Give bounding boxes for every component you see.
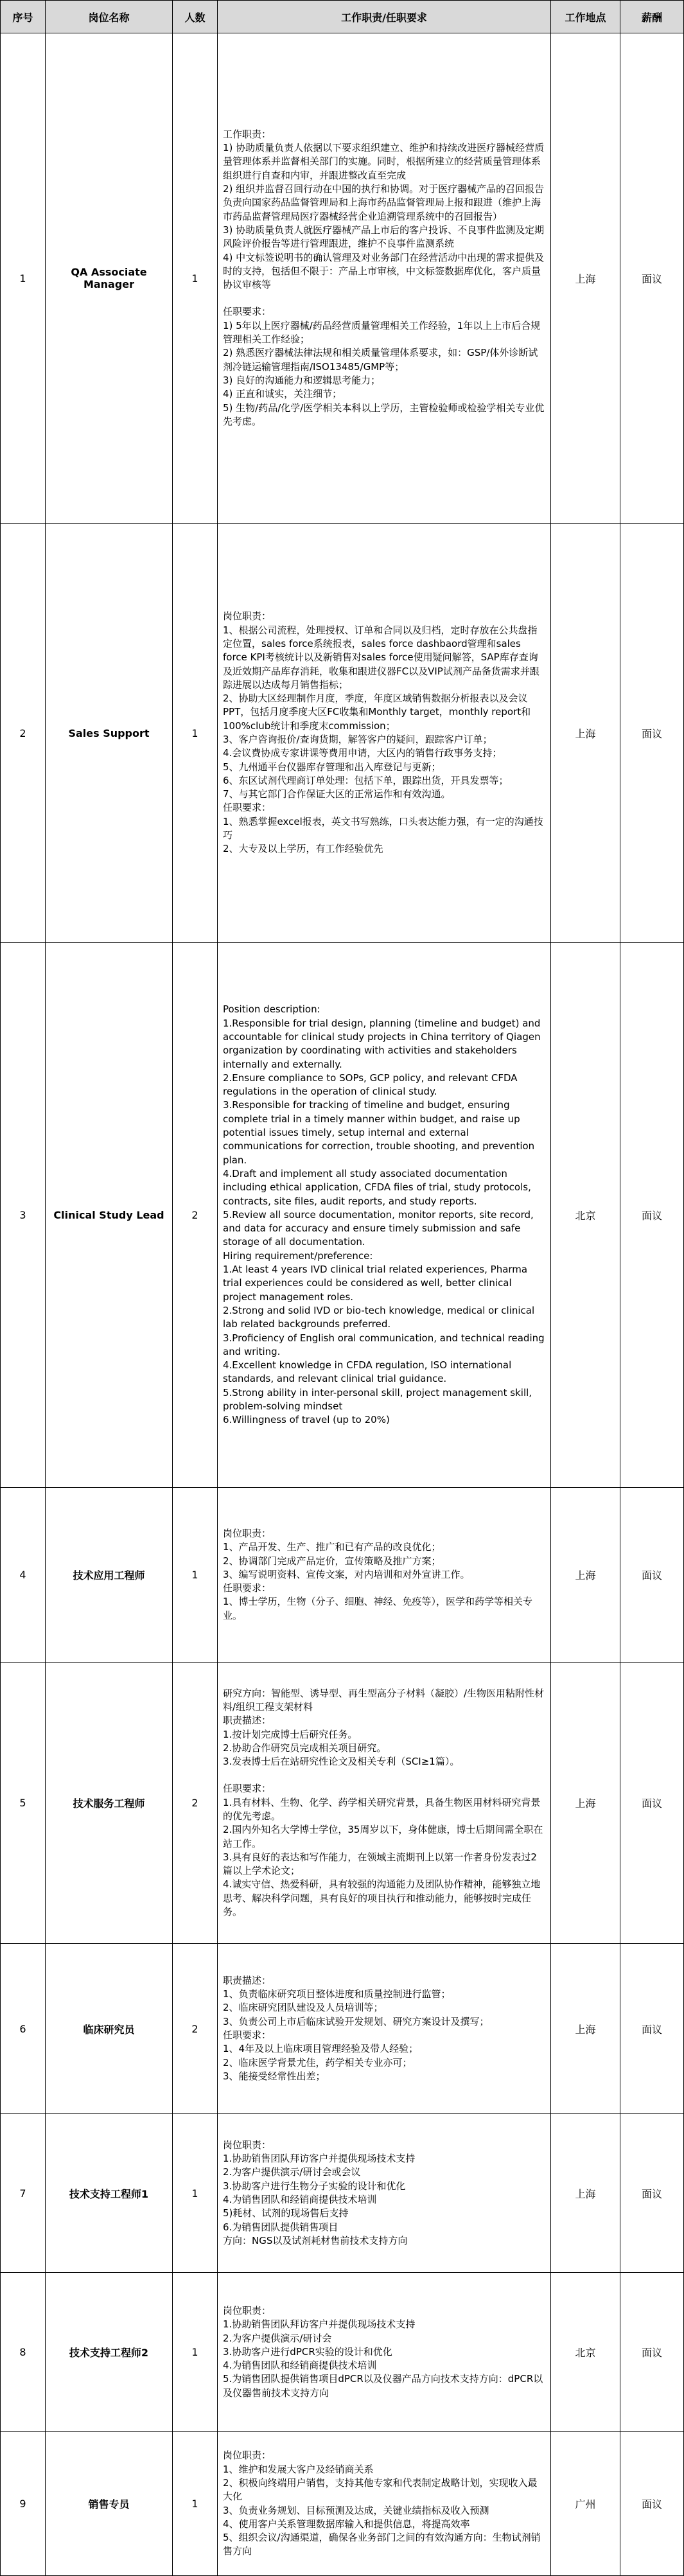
duty-line: 7、与其它部门合作保证大区的正常运作和有效沟通。 bbox=[223, 788, 451, 800]
duty-line: 3、负责公司上市后临床试验开发规划、研究方案设计及撰写； bbox=[223, 2015, 489, 2027]
work-location: 上海 bbox=[551, 1488, 620, 1663]
duty-line: 3.发表博士后在站研究性论文及相关专利（SCI≥1篇）。 bbox=[223, 1756, 460, 1768]
headcount: 2 bbox=[173, 1663, 218, 1944]
duty-line: 3.协助客户进行生物分子实验的设计和优化 bbox=[223, 2180, 406, 2192]
header-no: 序号 bbox=[1, 1, 46, 33]
row-number: 7 bbox=[1, 2114, 46, 2273]
position-name: Clinical Study Lead bbox=[46, 943, 173, 1488]
duty-line: 4) 正直和诚实，关注细节； bbox=[223, 388, 342, 400]
duty-line: 3.Proficiency of English oral communication, and technical reading and writing. bbox=[223, 1332, 548, 1357]
work-location: 上海 bbox=[551, 1663, 620, 1944]
headcount: 2 bbox=[173, 1944, 218, 2114]
header-count: 人数 bbox=[173, 1, 218, 33]
duty-line: 5、组织会议/沟通渠道，确保各业务部门之间的有效沟通方向：生物试剂销售方向 bbox=[223, 2532, 541, 2557]
duty-line: 3) 协助质量负责人就医疗器械产品上市后的客户投诉、不良事件监测及定期风险评价报告等进行管理跟进，维护不良事件监测系统 bbox=[223, 224, 545, 250]
duty-line: 2、大专及以上学历，有工作经验优先 bbox=[223, 843, 383, 855]
duty-line: 4.为销售团队和经销商提供技术培训 bbox=[223, 2194, 377, 2205]
position-name: 技术服务工程师 bbox=[46, 1663, 173, 1944]
duty-line: 2.为客户提供演示/研讨会 bbox=[223, 2332, 332, 2344]
duty-line: 研究方向：智能型、诱导型、再生型高分子材料（凝胶）/生物医用粘附性材料/组织工程支架材料 bbox=[223, 1687, 545, 1713]
duty-line: 4.Excellent knowledge in CFDA regulation, ISO international standards, and relevant clinical trial guidance. bbox=[223, 1359, 515, 1385]
headcount: 1 bbox=[173, 1488, 218, 1663]
duty-line: 1) 协助质量负责人依据以下要求组织建立、维护和持续改进医疗器械经营质量管理体系并监督相关部门的实施。同时，根据所建立的经营质量管理体系组织进行自查和内审，并跟进整改直至完成 bbox=[223, 142, 545, 181]
duty-line: 任职要求： bbox=[223, 2029, 272, 2041]
duty-line: 4.Draft and implement all study associated documentation including ethical application, CFDA files of trial, study protocols, contracts, site files, audit reports, and study reports. bbox=[223, 1167, 534, 1207]
duty-line: 3.Responsible for tracking of timeline and budget, ensuring complete trial in a timely manner within budget, and raise up potential issues timely, setup internal and external communications for correction, trouble shooting, and prevention plan. bbox=[223, 1099, 538, 1166]
salary: 面议 bbox=[620, 943, 684, 1488]
duty-line: 职责描述： bbox=[223, 1715, 272, 1727]
duties-cell bbox=[218, 2114, 551, 2273]
duty-line: 2、临床研究团队建设及人员培训等； bbox=[223, 2002, 383, 2014]
duty-line: 任职要求： bbox=[223, 306, 272, 318]
salary: 面议 bbox=[620, 2273, 684, 2432]
duty-line: 4) 中文标签说明书的确认管理及对业务部门在经营活动中出现的需求提供及时的支持，包括但不限于：产品上市审核，中文标签数据库优化，客户质量协议审核等 bbox=[223, 251, 545, 291]
duty-line: 岗位职责： bbox=[223, 1527, 272, 1539]
headcount: 1 bbox=[173, 2432, 218, 2576]
header-salary: 薪酬 bbox=[620, 1, 684, 33]
duty-line bbox=[223, 1769, 545, 1782]
salary: 面议 bbox=[620, 1663, 684, 1944]
duty-line: 1.协助销售团队拜访客户并提供现场技术支持 bbox=[223, 2153, 416, 2165]
duty-line: Position description: bbox=[223, 1003, 320, 1016]
duty-line: 5.为销售团队提供销售项目dPCR以及仪器产品方向技术支持方向：dPCR以及仪器售前技术支持方向 bbox=[223, 2373, 543, 2399]
row-number: 5 bbox=[1, 1663, 46, 1944]
duty-line: 1.具有材料、生物、化学、药学相关研究背景，具备生物医用材料研究背景的优先考虑。 bbox=[223, 1796, 541, 1822]
headcount: 1 bbox=[173, 524, 218, 943]
salary: 面议 bbox=[620, 524, 684, 943]
salary: 面议 bbox=[620, 33, 684, 524]
duty-line: 6.Willingness of travel (up to 20%) bbox=[223, 1414, 390, 1426]
salary: 面议 bbox=[620, 1944, 684, 2114]
duty-line: 3、客户咨询报价/查询货期，解答客户的疑问，跟踪客户订单； bbox=[223, 734, 493, 745]
work-location: 广州 bbox=[551, 2432, 620, 2576]
table-row bbox=[1, 1488, 684, 1663]
table-row bbox=[1, 33, 684, 524]
position-name: QA Associate Manager bbox=[46, 33, 173, 524]
duty-line: 岗位职责： bbox=[223, 610, 272, 622]
header-position: 岗位名称 bbox=[46, 1, 173, 33]
duty-line: 2.国内外知名大学博士学位，35周岁以下，身体健康，博士后期间需全职在站工作。 bbox=[223, 1824, 543, 1849]
duty-line bbox=[223, 292, 545, 305]
duties-cell bbox=[218, 33, 551, 524]
duty-line: 2、协调部门完成产品定价，宣传策略及推广方案； bbox=[223, 1555, 441, 1567]
position-name: 销售专员 bbox=[46, 2432, 173, 2576]
duty-line: 5) 生物/药品/化学/医学相关本科以上学历，主管检验师或检验学相关专业优先考虑。 bbox=[223, 401, 545, 427]
row-number: 1 bbox=[1, 33, 46, 524]
position-name: 临床研究员 bbox=[46, 1944, 173, 2114]
duty-line: 4.诚实守信、热爱科研，具有较强的沟通能力及团队协作精神，能够独立地思考、解决科学问题，具有良好的项目执行和推动能力，能够按时完成任务。 bbox=[223, 1878, 541, 1918]
salary: 面议 bbox=[620, 2432, 684, 2576]
duty-line: 5.Review all source documentation, monitor reports, site record, and data for accuracy and ensure timely submission and safe storage of all documentation. bbox=[223, 1208, 537, 1248]
headcount: 1 bbox=[173, 2273, 218, 2432]
duty-line: 4.为销售团队和经销商提供技术培训 bbox=[223, 2360, 377, 2372]
duty-line: 1、负责临床研究项目整体进度和质量控制进行监管； bbox=[223, 1988, 451, 2000]
duty-line: 任职要求： bbox=[223, 1582, 272, 1594]
duties-cell bbox=[218, 524, 551, 943]
position-name: 技术应用工程师 bbox=[46, 1488, 173, 1663]
duty-line: 3.协助客户进行dPCR实验的设计和优化 bbox=[223, 2345, 392, 2358]
duty-line: 工作职责： bbox=[223, 128, 272, 140]
duty-line: 5.Strong ability in inter-personal skill, project management skill, problem-solving mindset bbox=[223, 1386, 535, 1412]
row-number: 2 bbox=[1, 524, 46, 943]
duty-line: 1、维护和发展大客户及经销商关系 bbox=[223, 2463, 374, 2475]
duty-line: 2) 组织并监督召回行动在中国的执行和协调。对于医疗器械产品的召回报告负责向国家药品监督管理局和上海市药品监督管理局上报和跟进（维护上海市药品监督管理局医疗器械经营企业追溯管理系统中的召回报告） bbox=[223, 183, 545, 222]
duty-line: 岗位职责： bbox=[223, 2304, 272, 2316]
duty-line: 4.会议费协成专家讲课等费用申请，大区内的销售行政事务支持； bbox=[223, 747, 502, 759]
row-number: 4 bbox=[1, 1488, 46, 1663]
duty-line: 2.为客户提供演示/研讨会或会议 bbox=[223, 2166, 361, 2178]
table-row bbox=[1, 1663, 684, 1944]
duty-line: 5、九州通平台仪器库存管理和出入库登记与更新； bbox=[223, 761, 441, 773]
duty-line: 2.Ensure compliance to SOPs, GCP policy, and relevant CFDA regulations in the operation of clinical study. bbox=[223, 1072, 521, 1098]
duty-line: 1) 5年以上医疗器械/药品经营质量管理相关工作经验，1年以上上市后合规管理相关工作经验； bbox=[223, 319, 541, 346]
work-location: 北京 bbox=[551, 2273, 620, 2432]
duty-line: 1、4年及以上临床项目管理经验及带人经验； bbox=[223, 2043, 419, 2055]
duties-cell bbox=[218, 1663, 551, 1944]
table-row bbox=[1, 524, 684, 943]
duty-line: 3.具有良好的表达和写作能力，在领域主流期刊上以第一作者身份发表过2篇以上学术论文； bbox=[223, 1851, 537, 1877]
work-location: 北京 bbox=[551, 943, 620, 1488]
table-row bbox=[1, 2432, 684, 2576]
duty-line: 职责描述： bbox=[223, 1974, 272, 1986]
position-name: 技术支持工程师2 bbox=[46, 2273, 173, 2432]
header-location: 工作地点 bbox=[551, 1, 620, 33]
duty-line: 3) 良好的沟通能力和逻辑思考能力； bbox=[223, 374, 381, 386]
duty-line: 1.At least 4 years IVD clinical trial related experiences, Pharma trial experiences could be considered as well, better clinical project management roles. bbox=[223, 1264, 531, 1303]
duty-line: 1.协助销售团队拜访客户并提供现场技术支持 bbox=[223, 2318, 416, 2331]
duty-line: 2、协助大区经理制作月度，季度，年度区域销售数据分析报表以及会议PPT，包括月度季度大区FC收集和Monthly target，monthly report和100%club统计和季度末commission； bbox=[223, 693, 531, 732]
duty-line: 任职要求： bbox=[223, 1783, 272, 1795]
duties-cell bbox=[218, 943, 551, 1488]
table-row bbox=[1, 1944, 684, 2114]
table-row bbox=[1, 2273, 684, 2432]
duty-line: 岗位职责： bbox=[223, 2449, 272, 2462]
duty-line: 2.Strong and solid IVD or bio-tech knowledge, medical or clinical lab related backgrounds preferred. bbox=[223, 1304, 538, 1330]
duties-cell bbox=[218, 2273, 551, 2432]
row-number: 8 bbox=[1, 2273, 46, 2432]
work-location: 上海 bbox=[551, 33, 620, 524]
work-location: 上海 bbox=[551, 524, 620, 943]
position-name: 技术支持工程师1 bbox=[46, 2114, 173, 2273]
row-number: 9 bbox=[1, 2432, 46, 2576]
table-row bbox=[1, 943, 684, 1488]
duty-line: 6.为销售团队提供销售项目 bbox=[223, 2221, 338, 2233]
header-duties: 工作职责/任职要求 bbox=[218, 1, 551, 33]
duty-line: 3、负责业务规划、目标预测及达成，关键业绩指标及收入预测 bbox=[223, 2504, 489, 2516]
duty-line: 2、积极向终端用户销售，支持其他专家和代表制定战略计划，实现收入最大化 bbox=[223, 2476, 538, 2503]
duty-line: 1、根据公司流程，处理授权、订单和合同以及归档，定时存放在公共盘指定位置，sales force系统报表，sales force dashbaord管理和sales force KPI考核统计以及新销售对sales force使用疑问解答，SAP库存查询及近效期产品库存消耗，收集和跟进仪器FC以及VIP试剂产品备货需求并跟踪进展以达成每月销售指标； bbox=[223, 624, 539, 691]
salary: 面议 bbox=[620, 1488, 684, 1663]
duty-line: 3、能接受经常性出差； bbox=[223, 2070, 326, 2082]
duty-line: 3、编写说明资料、宣传文案，对内培训和对外宣讲工作。 bbox=[223, 1568, 470, 1580]
duty-line: 6、东区试剂代理商订单处理：包括下单，跟踪出货，开具发票等； bbox=[223, 774, 509, 786]
duties-cell bbox=[218, 1488, 551, 1663]
headcount: 1 bbox=[173, 33, 218, 524]
work-location: 上海 bbox=[551, 2114, 620, 2273]
headcount: 1 bbox=[173, 2114, 218, 2273]
duty-line: 方向：NGS以及试剂耗材售前技术支持方向 bbox=[223, 2234, 408, 2246]
table-row bbox=[1, 2114, 684, 2273]
duty-line: 1、博士学历，生物（分子、细胞、神经、免疫等），医学和药学等相关专业。 bbox=[223, 1596, 533, 1621]
duty-line: 1、产品开发、生产、推广和已有产品的改良优化； bbox=[223, 1541, 441, 1553]
duty-line: 5)耗材、试剂的现场售后支持 bbox=[223, 2207, 349, 2219]
duty-line: 2、临床医学背景尤佳，药学相关专业亦可； bbox=[223, 2056, 412, 2069]
duty-line: 4、使用客户关系管理数据库输入和提供信息，将提高效率 bbox=[223, 2518, 470, 2530]
position-name: Sales Support bbox=[46, 524, 173, 943]
work-location: 上海 bbox=[551, 1944, 620, 2114]
duty-line: 任职要求： bbox=[223, 802, 272, 814]
duty-line: 1.按计划完成博士后研究任务。 bbox=[223, 1728, 358, 1740]
duties-cell bbox=[218, 1944, 551, 2114]
row-number: 3 bbox=[1, 943, 46, 1488]
row-number: 6 bbox=[1, 1944, 46, 2114]
duty-line: Hiring requirement/preference: bbox=[223, 1249, 373, 1262]
salary: 面议 bbox=[620, 2114, 684, 2273]
duty-line: 2) 熟悉医疗器械法律法规和相关质量管理体系要求，如：GSP/体外诊断试剂冷链运输管理指南/ISO13485/GMP等； bbox=[223, 347, 538, 373]
duties-cell bbox=[218, 2432, 551, 2576]
table-header-row bbox=[1, 1, 684, 33]
duty-line: 1.Responsible for trial design, planning (timeline and budget) and accountable for clinical study projects in China territory of Qiagen organization by coordinating with activities and stakeholders internally and externally. bbox=[223, 1017, 544, 1070]
duty-line: 2.协助合作研究员完成相关项目研究。 bbox=[223, 1742, 387, 1754]
headcount: 2 bbox=[173, 943, 218, 1488]
duty-line: 岗位职责： bbox=[223, 2139, 272, 2151]
duty-line: 1、熟悉掌握excel报表，英文书写熟练，口头表达能力强，有一定的沟通技巧 bbox=[223, 815, 543, 842]
